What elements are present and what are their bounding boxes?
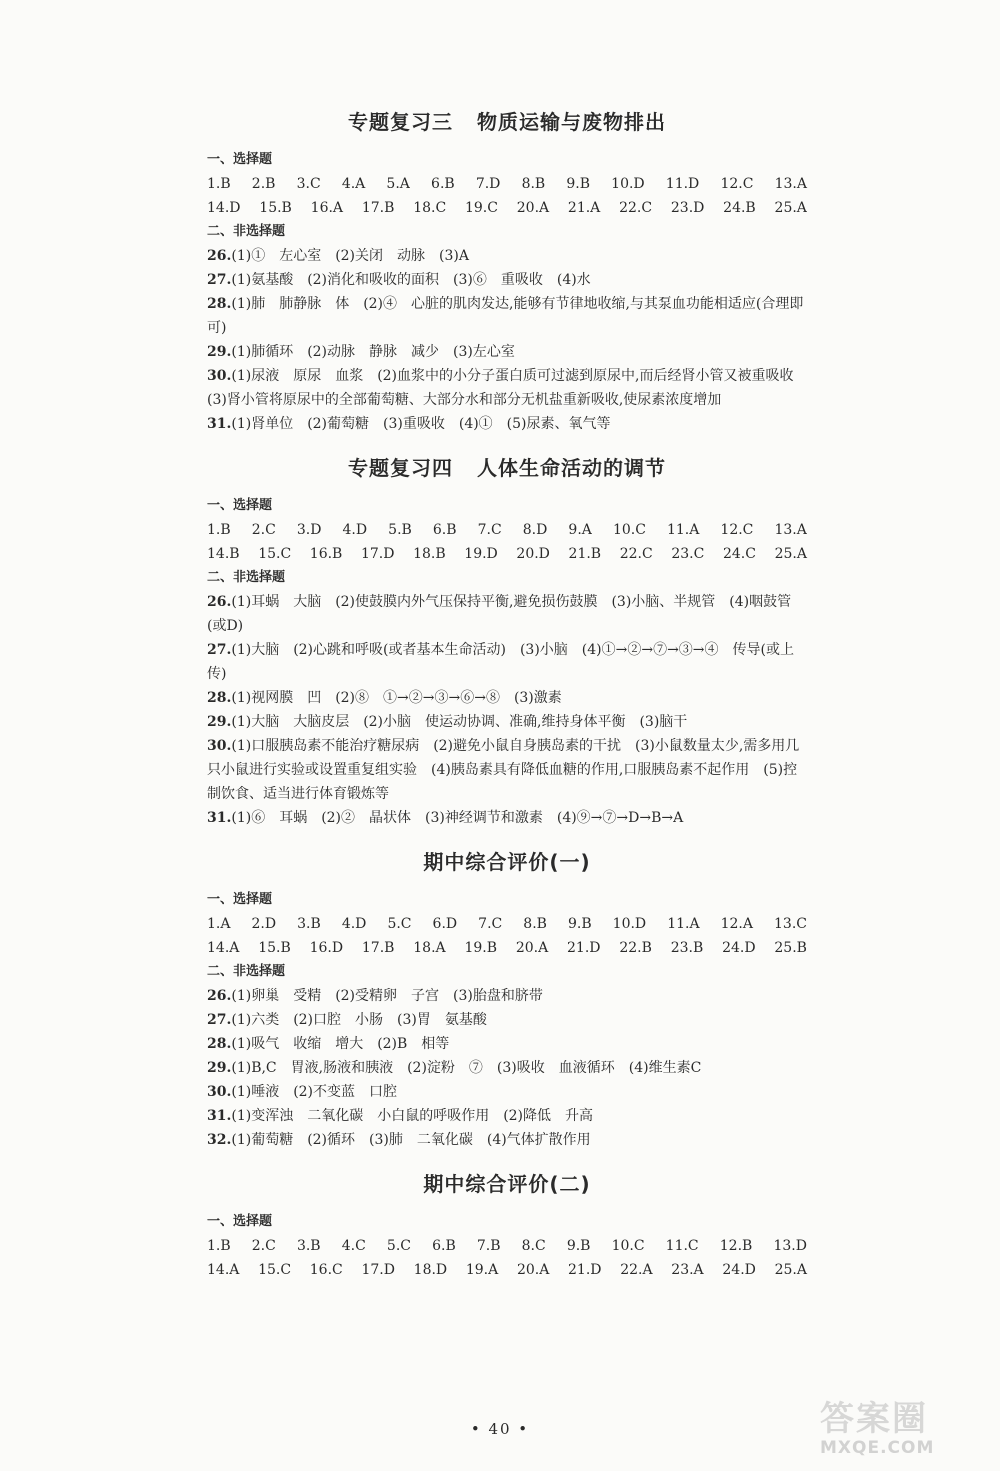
answer-text: (1)肺循环 (2)动脉 静脉 减少 (3)左心室 (231, 344, 515, 360)
choice-answer: 23.A (671, 1262, 704, 1278)
choice-answer: 10.D (612, 916, 647, 932)
question-number: 32. (207, 1132, 232, 1148)
free-response-answer (207, 268, 807, 292)
answer-section (207, 100, 807, 436)
choice-answer: 19.B (464, 940, 497, 956)
answer-text: (1)唾液 (2)不变蓝 口腔 (231, 1084, 398, 1100)
page-number: • 40 • (470, 1420, 530, 1438)
choice-answer: 19.A (465, 1262, 499, 1278)
answer-section (207, 1152, 807, 1282)
choice-answer: 6.B (432, 522, 457, 538)
choice-answer: 22.A (620, 1262, 653, 1278)
choice-answer: 24.B (723, 200, 756, 216)
choice-answer: 9.A (568, 522, 592, 538)
choice-answer: 11.A (666, 522, 700, 538)
choice-answer: 2.C (251, 1238, 276, 1254)
answer-text: (1)卵巢 受精 (2)受精卵 子宫 (3)胎盘和脐带 (231, 988, 543, 1004)
choice-answer: 17.B (361, 940, 395, 956)
section-title-topic: 物质运输与废物排出 (477, 110, 666, 134)
answer-text: (1)视网膜 凹 (2)⑧ ①→②→③→⑥→⑧ (3)激素 (231, 690, 562, 706)
choice-answer: 7.D (475, 176, 501, 192)
choice-answer: 14.A (207, 940, 240, 956)
answer-text: (1)⑥ 耳蜗 (2)② 晶状体 (3)神经调节和激素 (4)⑨→⑦→D→B→A (231, 810, 684, 826)
choice-answer: 23.D (670, 200, 705, 216)
choice-answer: 16.A (310, 200, 344, 216)
choice-answer: 8.B (523, 916, 547, 932)
choice-answer: 21.D (568, 1262, 602, 1278)
multiple-choice-heading: 一、选择题 (207, 1214, 273, 1229)
choice-answer: 12.B (719, 1238, 753, 1254)
choice-answer-row (207, 196, 807, 220)
question-number: 31. (207, 810, 232, 826)
free-response-answer (207, 734, 807, 806)
question-number: 29. (207, 714, 232, 730)
question-number: 29. (207, 344, 232, 360)
choice-answer: 17.B (361, 200, 395, 216)
choice-answer: 7.C (478, 916, 503, 932)
choice-answer: 18.C (413, 200, 447, 216)
question-number: 31. (207, 1108, 232, 1124)
section-title-part: 期中综合评价(二) (423, 1172, 591, 1196)
choice-answer: 16.B (309, 546, 343, 562)
choice-answer: 9.B (566, 1238, 591, 1254)
answer-text: (1)口服胰岛素不能治疗糖尿病 (2)避免小鼠自身胰岛素的干扰 (3)小鼠数量太少,需多用几只小鼠进行实验或设置重复组实验 (4)胰岛素具有降低血糖的作用,口服胰岛素不起作用 (5)控制饮食、适当进行体育锻炼等 (207, 738, 800, 802)
choice-answer: 12.C (720, 176, 754, 192)
choice-answer: 4.D (342, 522, 368, 538)
choice-answer: 7.B (476, 1238, 501, 1254)
choice-answer: 3.D (296, 522, 322, 538)
choice-answer: 21.B (568, 546, 602, 562)
choice-answer: 7.C (477, 522, 502, 538)
choice-answer: 19.C (464, 200, 498, 216)
watermark-logo: 答案圈 (820, 1399, 928, 1439)
free-response-answer (207, 590, 807, 638)
answer-text: (1)大脑 (2)心跳和呼吸(或者基本生命活动) (3)小脑 (4)①→②→⑦→③→④ 传导(或上传) (207, 642, 794, 682)
choice-answer: 2.C (251, 522, 276, 538)
choice-answer: 21.A (567, 200, 601, 216)
watermark (820, 1400, 990, 1462)
answer-text: (1)葡萄糖 (2)循环 (3)肺 二氧化碳 (4)气体扩散作用 (231, 1132, 591, 1148)
choice-answer: 20.A (516, 200, 550, 216)
choice-answer: 24.C (722, 546, 756, 562)
choice-answer: 22.C (619, 200, 653, 216)
choice-answer: 13.C (774, 916, 807, 932)
answer-text: (1)大脑 大脑皮层 (2)小脑 使运动协调、准确,维持身体平衡 (3)脑干 (231, 714, 688, 730)
choice-answer: 15.C (258, 1262, 292, 1278)
answer-text: (1)六类 (2)口腔 小肠 (3)胃 氨基酸 (231, 1012, 487, 1028)
section-title (207, 100, 807, 144)
section-title (207, 446, 807, 490)
choice-answer: 12.C (720, 522, 754, 538)
free-response-answer (207, 806, 807, 830)
choice-answer: 20.A (515, 940, 549, 956)
choice-answer: 8.D (522, 522, 548, 538)
choice-answer: 24.D (722, 940, 756, 956)
choice-answer: 18.D (413, 1262, 448, 1278)
free-response-heading: 二、非选择题 (207, 964, 286, 979)
choice-answer: 4.D (341, 916, 367, 932)
section-title-part: 专题复习三 (348, 110, 453, 134)
free-response-answer (207, 1104, 807, 1128)
choice-answer: 15.B (259, 200, 292, 216)
choice-answer: 13.A (774, 522, 807, 538)
choice-answer-row (207, 936, 807, 960)
free-response-answer (207, 638, 807, 686)
free-response-answer (207, 244, 807, 268)
choice-answer: 6.B (431, 176, 455, 192)
choice-answer: 4.C (341, 1238, 366, 1254)
free-response-answer (207, 364, 807, 412)
answer-text: (1)变浑浊 二氧化碳 小白鼠的呼吸作用 (2)降低 升高 (231, 1108, 594, 1124)
free-response-answer (207, 686, 807, 710)
choice-answer: 21.D (567, 940, 601, 956)
choice-answer: 6.B (432, 1238, 456, 1254)
question-number: 26. (207, 988, 232, 1004)
section-title (207, 1162, 807, 1206)
answer-text: (1)肺 肺静脉 体 (2)④ 心脏的肌肉发达,能够有节律地收缩,与其泵血功能相适应(合理即可) (207, 296, 804, 336)
choice-answer: 10.C (611, 1238, 645, 1254)
choice-answer: 3.C (296, 176, 321, 192)
choice-answer: 14.B (207, 546, 240, 562)
choice-answer: 8.B (521, 176, 546, 192)
choice-answer: 5.C (386, 1238, 411, 1254)
choice-answer: 25.A (774, 200, 807, 216)
free-response-answer (207, 1032, 807, 1056)
free-response-answer (207, 292, 807, 340)
choice-answer: 1.B (207, 1238, 231, 1254)
choice-answer: 11.C (665, 1238, 699, 1254)
choice-answer: 22.C (619, 546, 653, 562)
free-response-answer (207, 340, 807, 364)
free-response-answer (207, 1008, 807, 1032)
question-number: 27. (207, 1012, 232, 1028)
choice-answer-row (207, 172, 807, 196)
choice-answer: 25.A (774, 1262, 807, 1278)
choice-answer: 1.B (207, 522, 231, 538)
answer-text: (1)吸气 收缩 增大 (2)B 相等 (231, 1036, 450, 1052)
choice-answer: 25.A (774, 546, 807, 562)
choice-answer: 9.B (567, 916, 592, 932)
choice-answer: 10.D (611, 176, 645, 192)
choice-answer: 10.C (612, 522, 646, 538)
choice-answer: 15.C (258, 546, 292, 562)
question-number: 31. (207, 416, 232, 432)
choice-answer: 8.C (521, 1238, 546, 1254)
choice-answer: 18.B (413, 546, 446, 562)
free-response-answer (207, 1128, 807, 1152)
choice-answer-row (207, 542, 807, 566)
choice-answer: 5.A (386, 176, 410, 192)
choice-answer: 5.B (388, 522, 412, 538)
choice-answer: 6.D (432, 916, 458, 932)
section-title-topic: 人体生命活动的调节 (477, 456, 666, 480)
choice-answer: 16.D (309, 940, 344, 956)
answer-text: (1)氨基酸 (2)消化和吸收的面积 (3)⑥ 重吸收 (4)水 (231, 272, 591, 288)
question-number: 26. (207, 248, 232, 264)
choice-answer: 1.B (207, 176, 231, 192)
choice-answer: 13.D (773, 1238, 807, 1254)
multiple-choice-heading: 一、选择题 (207, 498, 273, 513)
choice-answer: 2.B (251, 176, 276, 192)
choice-answer: 11.D (665, 176, 700, 192)
choice-answer: 23.B (670, 940, 704, 956)
question-number: 29. (207, 1060, 232, 1076)
choice-answer: 19.D (464, 546, 498, 562)
choice-answer: 18.A (413, 940, 446, 956)
section-title (207, 840, 807, 884)
answer-text: (1)尿液 原尿 血浆 (2)血浆中的小分子蛋白质可过滤到原尿中,而后经肾小管又被重吸收 (3)肾小管将原尿中的全部葡萄糖、大部分水和部分无机盐重新吸收,使尿素浓度增加 (207, 368, 808, 408)
answer-text: (1)① 左心室 (2)关闭 动脉 (3)A (231, 248, 469, 264)
choice-answer: 12.A (720, 916, 753, 932)
watermark-url: MXQE.COM (820, 1438, 935, 1458)
choice-answer: 25.B (774, 940, 807, 956)
question-number: 27. (207, 642, 232, 658)
choice-answer: 3.B (296, 1238, 321, 1254)
free-response-answer (207, 984, 807, 1008)
answer-text: (1)耳蜗 大脑 (2)使鼓膜内外气压保持平衡,避免损伤鼓膜 (3)小脑、半规管 (4)咽鼓管(或D) (207, 594, 792, 634)
question-number: 30. (207, 368, 232, 384)
free-response-answer (207, 1080, 807, 1104)
choice-answer: 9.B (566, 176, 591, 192)
choice-answer-row (207, 518, 807, 542)
free-response-answer (207, 710, 807, 734)
choice-answer: 15.B (258, 940, 291, 956)
multiple-choice-heading: 一、选择题 (207, 892, 273, 907)
choice-answer: 17.D (361, 1262, 395, 1278)
choice-answer: 11.A (667, 916, 700, 932)
choice-answer: 13.A (774, 176, 807, 192)
choice-answer: 5.C (387, 916, 412, 932)
answer-text: (1)肾单位 (2)葡萄糖 (3)重吸收 (4)① (5)尿素、氧气等 (231, 416, 611, 432)
choice-answer: 4.A (341, 176, 366, 192)
choice-answer: 1.A (207, 916, 231, 932)
choice-answer-row (207, 1258, 807, 1282)
answer-section (207, 436, 807, 830)
section-title-part: 期中综合评价(一) (423, 850, 591, 874)
choice-answer: 20.A (516, 1262, 550, 1278)
question-number: 30. (207, 738, 232, 754)
answer-text: (1)B,C 胃液,肠液和胰液 (2)淀粉 ⑦ (3)吸收 血液循环 (4)维生素C (231, 1060, 702, 1076)
choice-answer: 22.B (619, 940, 652, 956)
question-number: 26. (207, 594, 232, 610)
choice-answer: 23.C (671, 546, 705, 562)
free-response-heading: 二、非选择题 (207, 570, 286, 585)
choice-answer: 14.A (207, 1262, 240, 1278)
choice-answer: 2.D (251, 916, 277, 932)
multiple-choice-heading: 一、选择题 (207, 152, 273, 167)
choice-answer: 17.D (360, 546, 395, 562)
choice-answer: 16.C (309, 1262, 343, 1278)
choice-answer: 14.D (207, 200, 241, 216)
question-number: 30. (207, 1084, 232, 1100)
question-number: 28. (207, 1036, 232, 1052)
free-response-heading: 二、非选择题 (207, 224, 286, 239)
free-response-answer (207, 1056, 807, 1080)
choice-answer-row (207, 912, 807, 936)
section-title-part: 专题复习四 (348, 456, 453, 480)
choice-answer: 24.D (722, 1262, 756, 1278)
question-number: 28. (207, 296, 232, 312)
answer-content (207, 100, 807, 1282)
choice-answer: 3.B (297, 916, 321, 932)
question-number: 27. (207, 272, 232, 288)
answer-section (207, 830, 807, 1152)
choice-answer: 20.D (516, 546, 550, 562)
free-response-answer (207, 412, 807, 436)
choice-answer-row (207, 1234, 807, 1258)
question-number: 28. (207, 690, 232, 706)
